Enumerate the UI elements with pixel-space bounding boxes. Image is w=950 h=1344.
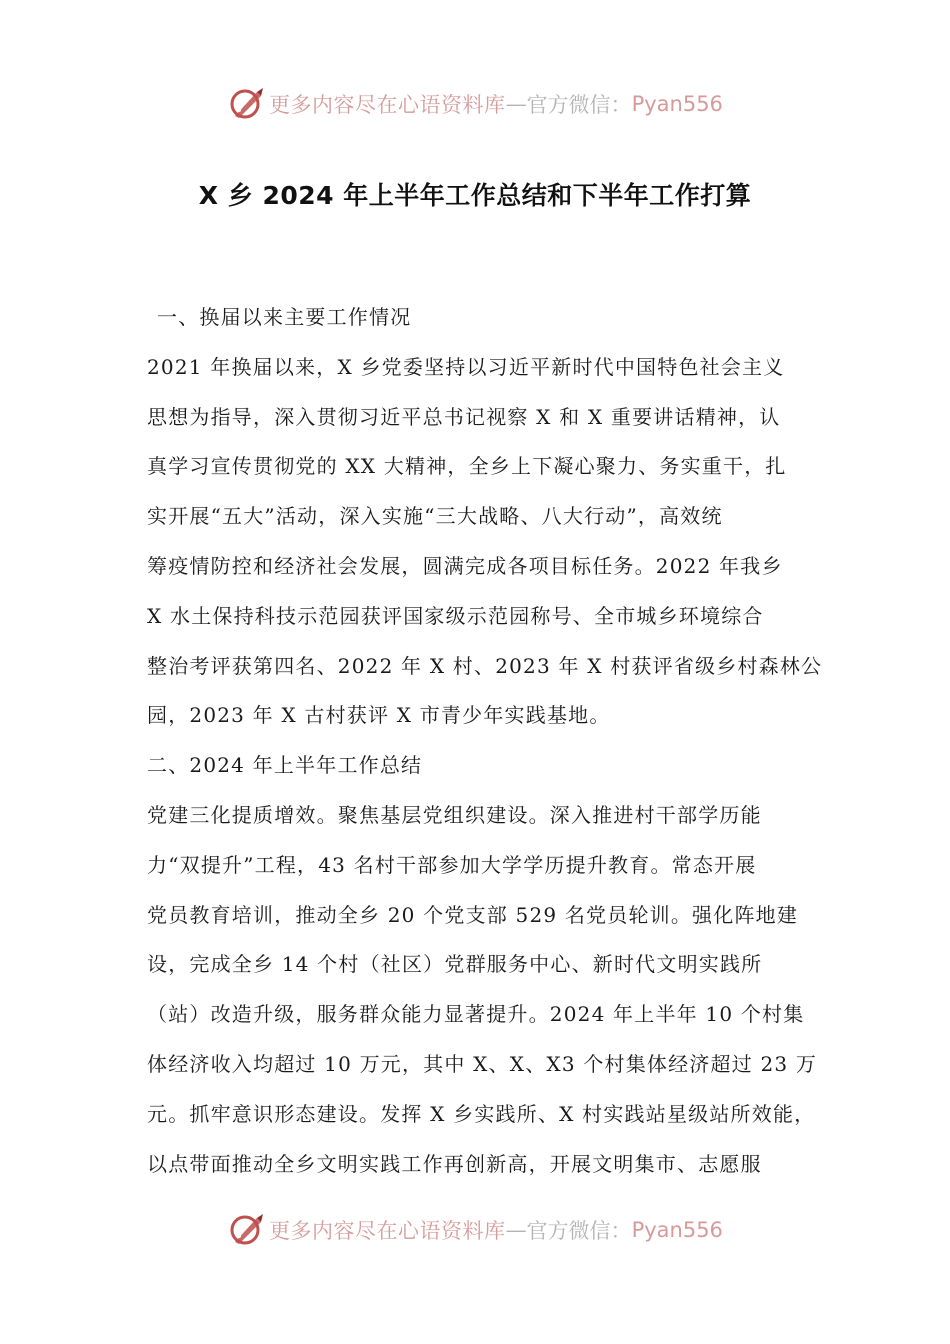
watermark-wechat-id: Pyan556 xyxy=(631,92,723,116)
document-body xyxy=(147,293,837,1189)
watermark-brand: 更多内容尽在心语资料库 xyxy=(269,1219,506,1243)
paragraph-line: 真学习宣传贯彻党的 XX 大精神，全乡上下凝心聚力、务实重干，扎 xyxy=(147,454,787,479)
document-title: X 乡 2024 年上半年工作总结和下半年工作打算 xyxy=(198,181,752,210)
paragraph-line: 设，完成全乡 14 个村（社区）党群服务中心、新时代文明实践所 xyxy=(147,952,763,977)
watermark-wechat-id: Pyan556 xyxy=(631,1218,723,1242)
paragraph-line: 筹疫情防控和经济社会发展，圆满完成各项目标任务。2022 年我乡 xyxy=(147,553,783,578)
paragraph-line: 体经济收入均超过 10 万元，其中 X、X、X3 个村集体经济超过 23 万 xyxy=(147,1051,818,1076)
paragraph-line: 实开展“五大”活动，深入实施“三大战略、八大行动”，高效统 xyxy=(147,504,723,529)
paragraph-line: 以点带面推动全乡文明实践工作再创新高，开展文明集市、志愿服 xyxy=(147,1151,762,1176)
paragraph-line: 2021 年换届以来，X 乡党委坚持以习近平新时代中国特色社会主义 xyxy=(147,354,785,379)
paragraph-line: 力“双提升”工程，43 名村干部参加大学学历提升教育。常态开展 xyxy=(147,852,757,877)
paragraph-line: （站）改造升级，服务群众能力显著提升。2024 年上半年 10 个村集 xyxy=(147,1002,805,1027)
paragraph-line: 整治考评获第四名、2022 年 X 村、2023 年 X 村获评省级乡村森林公 xyxy=(147,653,823,678)
paragraph-line: X 水土保持科技示范园获评国家级示范园称号、全市城乡环境综合 xyxy=(147,603,764,628)
watermark-dash: — xyxy=(505,1218,527,1242)
watermark-banner-bottom xyxy=(0,1210,950,1250)
watermark-dash: — xyxy=(505,92,527,116)
section-heading: 二、2024 年上半年工作总结 xyxy=(147,753,423,778)
paragraph-line: 思想为指导，深入贯彻习近平总书记视察 X 和 X 重要讲话精神，认 xyxy=(147,404,781,429)
paragraph-line: 党建三化提质增效。聚焦基层党组织建设。深入推进村干部学历能 xyxy=(147,802,762,827)
watermark-wechat-label: 官方微信： xyxy=(526,1219,632,1243)
watermark-wechat-label: 官方微信： xyxy=(526,93,632,117)
quill-logo-icon xyxy=(227,1210,267,1250)
section-heading: 一、换届以来主要工作情况 xyxy=(157,305,412,329)
paragraph-line: 党员教育培训，推动全乡 20 个党支部 529 名党员轮训。强化阵地建 xyxy=(147,902,799,927)
watermark-brand: 更多内容尽在心语资料库 xyxy=(269,93,506,117)
quill-logo-icon xyxy=(227,84,267,124)
paragraph-line: 元。抓牢意识形态建设。发挥 X 乡实践所、X 村实践站星级站所效能， xyxy=(147,1101,816,1126)
watermark-banner-top xyxy=(0,84,950,124)
paragraph-line: 园，2023 年 X 古村获评 X 市青少年实践基地。 xyxy=(147,703,611,728)
